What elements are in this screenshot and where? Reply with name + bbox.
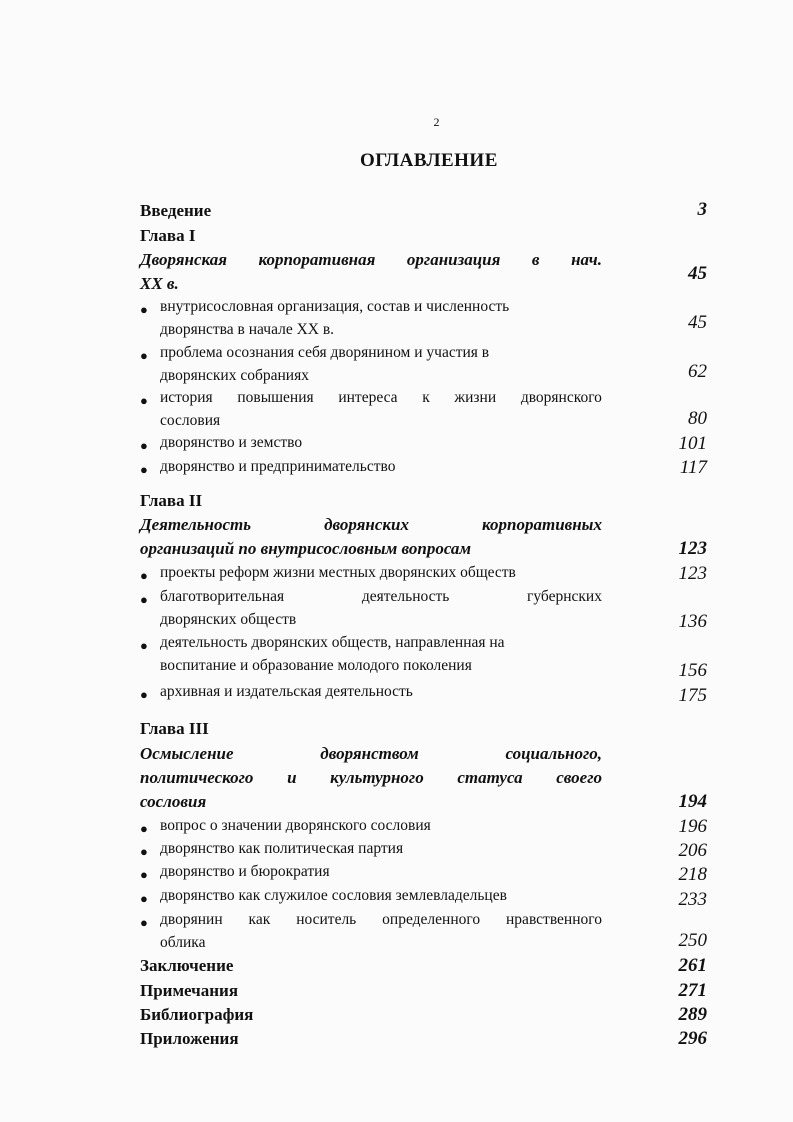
ch2-item-2-line-2: дворянских обществ (160, 611, 297, 628)
chapter-2-title-line-2: организаций по внутрисословным вопросам (140, 539, 472, 558)
toc-notes-label: Примечания (140, 981, 239, 1000)
ch2-item-1-line-1: проекты реформ жизни местных дворянских обществ (160, 564, 516, 581)
ch3-item-4-page: 233 (678, 889, 707, 910)
chapter-1-page: 45 (688, 263, 707, 284)
chapter-2-title-line-1: Деятельность дворянских корпоративных (140, 515, 602, 534)
ch1-item-3-line-2: сословия (160, 412, 221, 429)
page-number: 2 (433, 115, 440, 129)
chapter-1-title-line-2: XX в. (140, 274, 179, 293)
ch2-item-2-page: 136 (678, 611, 707, 632)
toc-bibliography-page: 289 (678, 1004, 707, 1025)
ch3-item-1-page: 196 (678, 816, 707, 837)
ch2-item-3-line-1: деятельность дворянских обществ, направленная на (160, 634, 505, 651)
ch1-item-3-line-1: история повышения интереса к жизни дворянского (160, 389, 602, 406)
ch3-item-5-page: 250 (678, 930, 707, 951)
bullet-icon: ● (140, 687, 148, 702)
toc-appendices-label: Приложения (140, 1029, 239, 1048)
ch1-item-5-page: 117 (679, 457, 707, 478)
ch3-item-4-line-1: дворянство как служилое сословия землевладельцев (160, 887, 507, 904)
bullet-icon: ● (140, 821, 148, 836)
ch3-item-2-page: 206 (678, 840, 707, 861)
bullet-icon: ● (140, 302, 148, 317)
chapter-3-title-line-3: сословия (140, 792, 207, 811)
toc-conclusion-page: 261 (678, 955, 707, 976)
toc-notes-page: 271 (678, 980, 707, 1001)
ch1-item-1-line-1: внутрисословная организация, состав и численность (160, 298, 510, 315)
toc-intro-page: 3 (697, 199, 707, 220)
ch2-item-3-page: 156 (678, 660, 707, 681)
bullet-icon: ● (140, 915, 148, 930)
chapter-3-heading: Глава III (140, 719, 209, 738)
ch1-item-3-page: 80 (688, 408, 707, 429)
page-title: ОГЛАВЛЕНИЕ (360, 150, 498, 171)
bullet-icon: ● (140, 393, 148, 408)
ch1-item-5-line-1: дворянство и предпринимательство (160, 458, 396, 475)
bullet-icon: ● (140, 638, 148, 653)
chapter-3-title-line-2: политического и культурного статуса своего (140, 768, 602, 787)
ch3-item-3-line-1: дворянство и бюрократия (160, 863, 330, 880)
toc-conclusion-label: Заключение (140, 956, 234, 975)
bullet-icon: ● (140, 348, 148, 363)
bullet-icon: ● (140, 891, 148, 906)
ch2-item-1-page: 123 (678, 563, 707, 584)
ch1-item-4-page: 101 (678, 433, 707, 454)
toc-intro-label: Введение (140, 201, 212, 220)
bullet-icon: ● (140, 462, 148, 477)
chapter-3-page: 194 (678, 791, 707, 812)
ch1-item-1-line-2: дворянства в начале XX в. (160, 321, 335, 338)
ch1-item-1-page: 45 (688, 312, 707, 333)
toc-appendices-page: 296 (678, 1028, 707, 1049)
ch3-item-3-page: 218 (678, 864, 707, 885)
ch1-item-4-line-1: дворянство и земство (160, 434, 303, 451)
ch3-item-2-line-1: дворянство как политическая партия (160, 840, 404, 857)
chapter-2-page: 123 (678, 538, 707, 559)
ch2-item-2-line-1: благотворительная деятельность губернских (160, 588, 602, 605)
bullet-icon: ● (140, 844, 148, 859)
chapter-1-heading: Глава I (140, 226, 196, 245)
bullet-icon: ● (140, 592, 148, 607)
ch2-item-3-line-2: воспитание и образование молодого поколения (160, 657, 472, 674)
chapter-2-heading: Глава II (140, 491, 203, 510)
ch3-item-5-line-1: дворянин как носитель определенного нравственного (160, 911, 602, 928)
ch1-item-2-line-2: дворянских собраниях (160, 367, 309, 384)
chapter-1-title-line-1: Дворянская корпоративная организация в нач. (140, 250, 602, 269)
ch2-item-4-page: 175 (678, 685, 707, 706)
chapter-3-title-line-1: Осмысление дворянством социального, (140, 744, 602, 763)
ch3-item-5-line-2: облика (160, 934, 206, 951)
ch1-item-2-line-1: проблема осознания себя дворянином и участия в (160, 344, 490, 361)
ch3-item-1-line-1: вопрос о значении дворянского сословия (160, 817, 431, 834)
toc-bibliography-label: Библиография (140, 1005, 254, 1024)
bullet-icon: ● (140, 438, 148, 453)
ch1-item-2-page: 62 (688, 361, 707, 382)
bullet-icon: ● (140, 867, 148, 882)
ch2-item-4-line-1: архивная и издательская деятельность (160, 683, 413, 700)
bullet-icon: ● (140, 568, 148, 583)
